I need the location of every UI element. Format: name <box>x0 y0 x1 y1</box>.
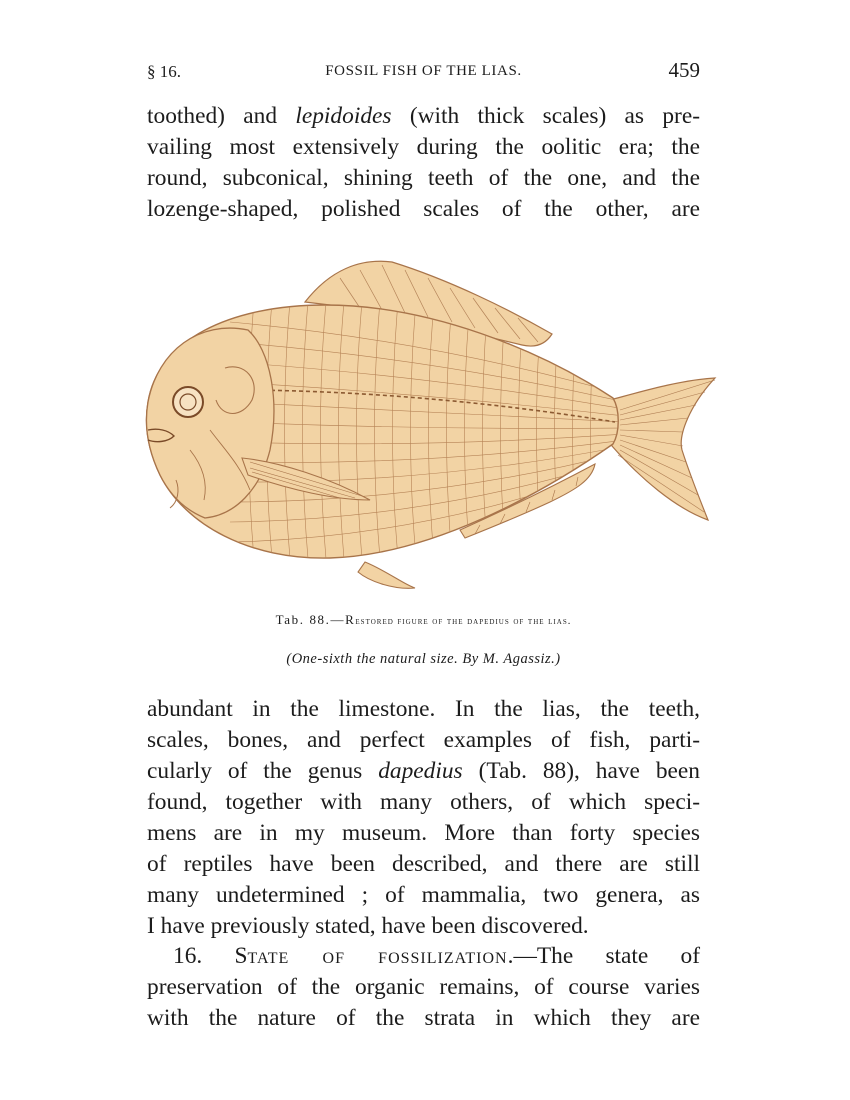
text-line: toothed) and lepidoides (with thick scales) as pre- <box>147 103 700 129</box>
italic-term: lepidoides <box>295 103 392 129</box>
text-line: lozenge-shaped, polished scales of the other, are <box>147 196 700 222</box>
section-heading: State of fossilization.— <box>234 943 537 969</box>
tail-fin <box>610 378 715 520</box>
section-16-number: 16. <box>173 943 203 969</box>
text-line: many undetermined ; of mammalia, two genera, as <box>147 882 700 908</box>
text-line: abundant in the limestone. In the lias, the teeth, <box>147 696 700 722</box>
dapedius-fish-illustration <box>130 250 730 595</box>
paragraph-top <box>147 101 700 225</box>
section-number: § 16. <box>147 62 181 81</box>
fish-drawing <box>130 250 730 595</box>
figure-caption: Tab. 88.—Restored figure of the dapedius of the lias. <box>275 612 572 627</box>
ventral-fin <box>358 562 415 588</box>
text-line: found, together with many others, of which speci- <box>147 789 700 815</box>
figure-subcaption: (One-sixth the natural size. By M. Agassiz.) <box>286 651 561 667</box>
text-line: round, subconical, shining teeth of the one, and the <box>147 165 700 191</box>
text-line: I have previously stated, have been discovered. <box>147 913 589 939</box>
text-line: 16. State of fossilization.—The state of <box>173 943 700 969</box>
eye-icon <box>173 387 203 417</box>
paragraph-middle <box>147 694 700 942</box>
paragraph-section-16 <box>147 941 700 1034</box>
text-line: mens are in my museum. More than forty species <box>147 820 700 846</box>
page-number: 459 <box>668 58 700 82</box>
text-line: vailing most extensively during the oolitic era; the <box>147 134 700 160</box>
italic-term: dapedius <box>378 758 463 784</box>
running-title: FOSSIL FISH OF THE LIAS. <box>325 63 522 79</box>
text-line: preservation of the organic remains, of course varies <box>147 974 700 1000</box>
text-line: cularly of the genus dapedius (Tab. 88), have been <box>147 758 700 784</box>
text-line: scales, bones, and perfect examples of fish, parti- <box>147 727 700 753</box>
text-line: of reptiles have been described, and there are still <box>147 851 700 877</box>
running-header <box>147 58 700 84</box>
text-line: with the nature of the strata in which they are <box>147 1005 700 1031</box>
